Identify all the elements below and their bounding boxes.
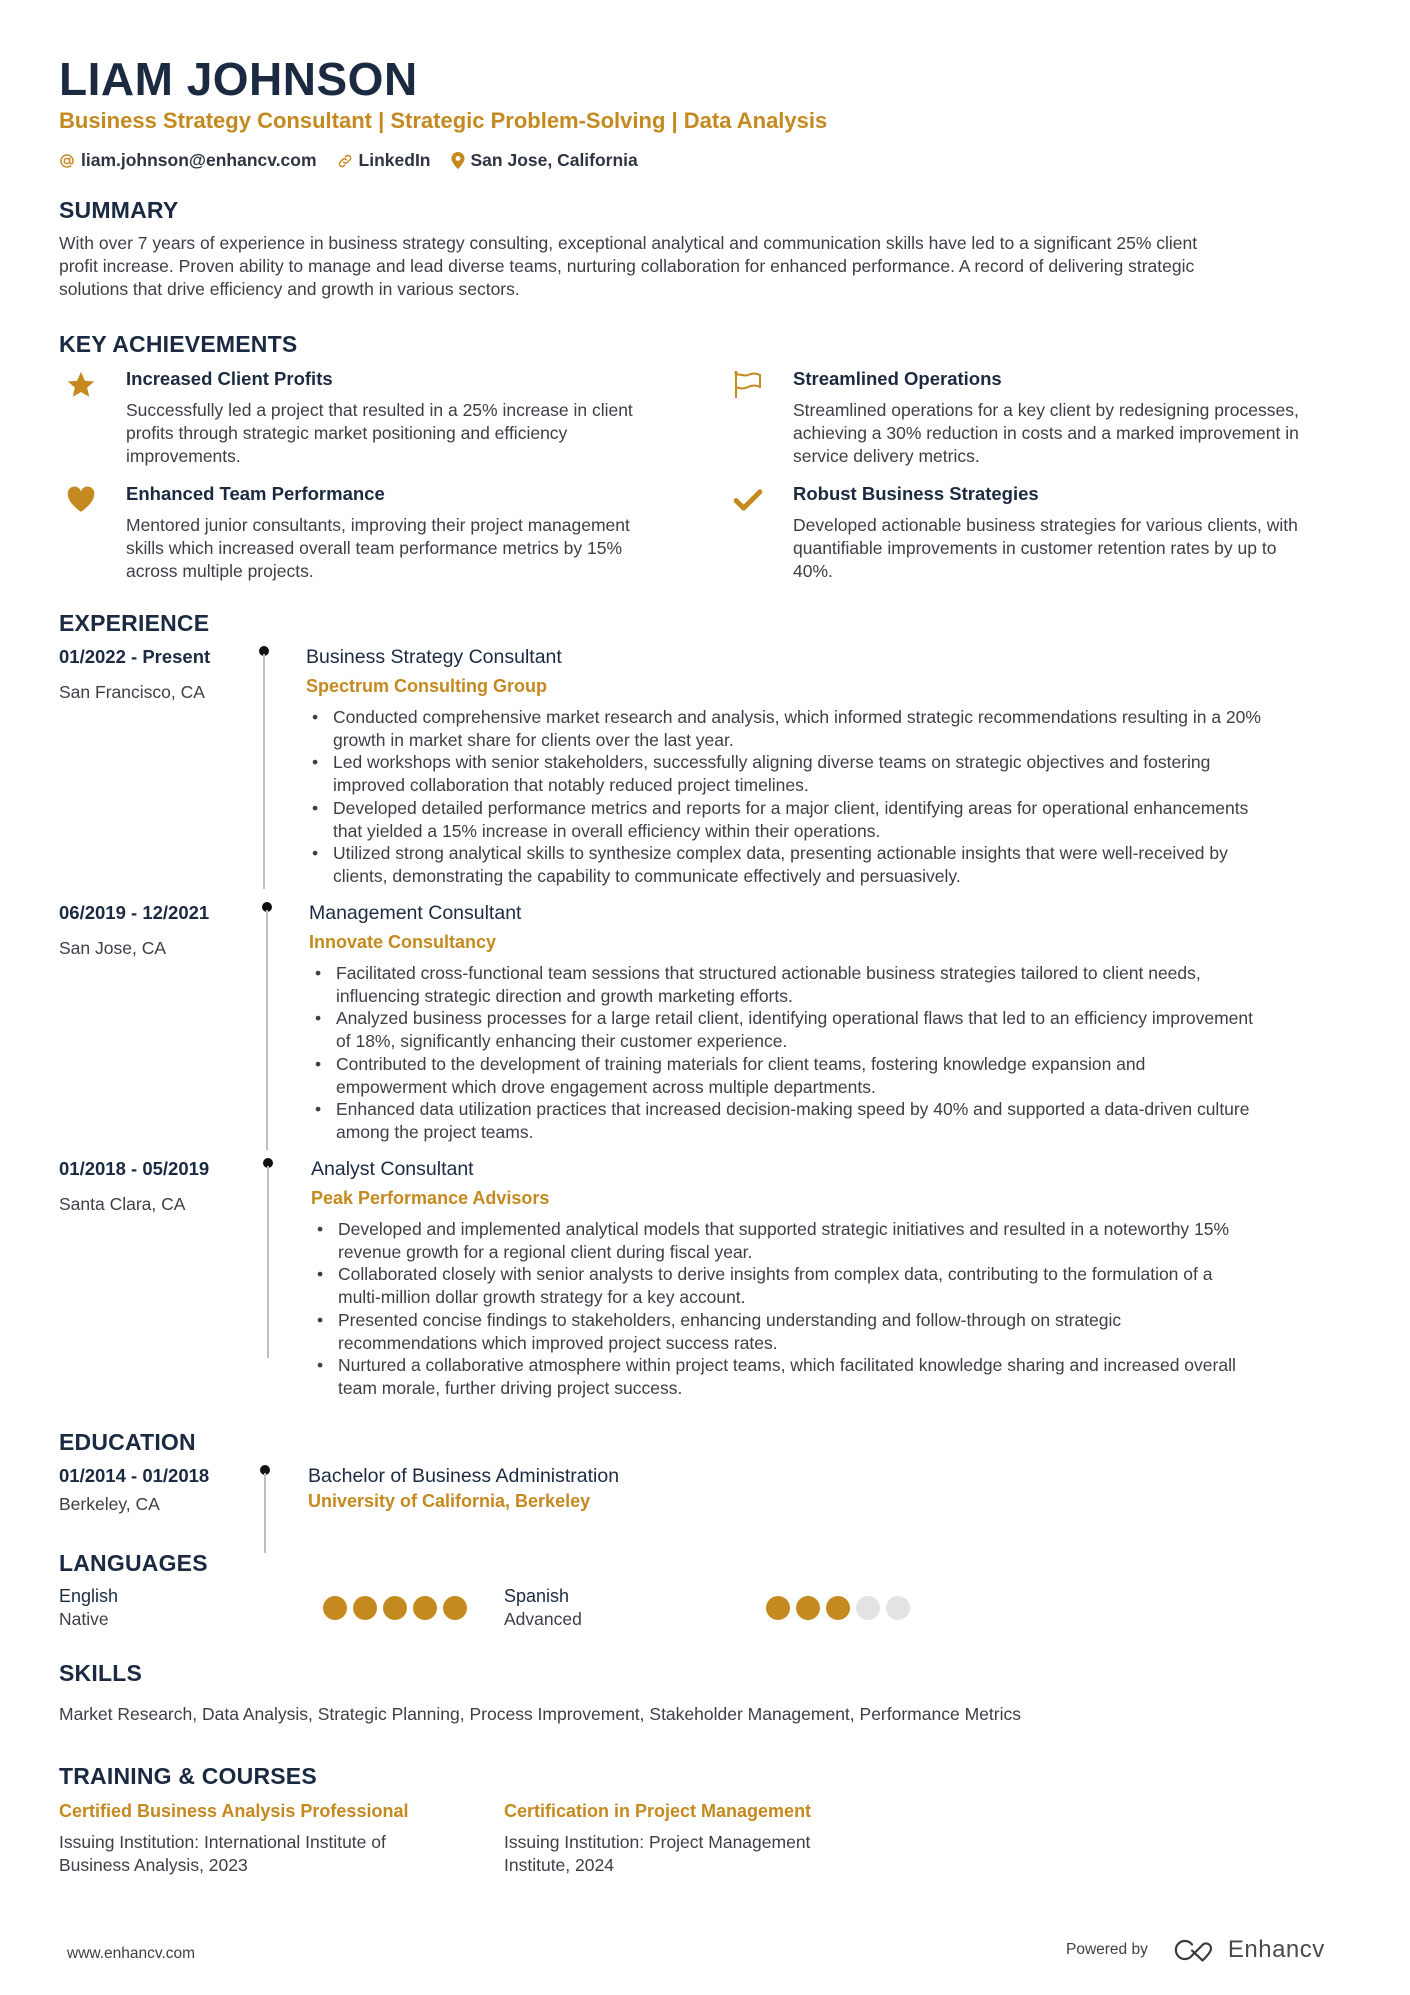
job-bullet: • Contributed to the development of training materials for client teams, fostering knowledge expansion and empowerment which drove engagement across multiple departments. <box>309 1053 1389 1098</box>
achievement-line: achieving a 30% reduction in costs and a marked improvement in <box>793 423 1299 443</box>
rating-dot-empty <box>886 1596 910 1620</box>
summary-text <box>59 232 1359 301</box>
job-bullet: • Collaborated closely with senior analysts to derive insights from complex data, contributing to the formulation of a multi-million dollar growth strategy for a key account. <box>311 1263 1391 1308</box>
language-rating <box>323 1596 467 1620</box>
degree-name: Bachelor of Business Administration <box>308 1465 620 1487</box>
rating-dot-filled <box>826 1596 850 1620</box>
contact-email-text[interactable]: liam.johnson@enhancv.com <box>81 150 317 170</box>
achievement-line: profits through strategic market positioning and efficiency <box>126 423 568 443</box>
achievement-line: quantifiable improvements in customer retention rates by up to <box>793 538 1277 558</box>
course-description <box>504 1831 904 1877</box>
job-dates: 06/2019 - 12/2021 <box>59 902 210 923</box>
course-line: Institute, 2024 <box>504 1855 614 1875</box>
job-bullets <box>311 1218 1391 1400</box>
company-name: Innovate Consultancy <box>309 932 497 952</box>
achievement-description <box>793 399 1373 468</box>
achievement-description <box>793 514 1373 583</box>
job-bullet: • Presented concise findings to stakeholders, enhancing understanding and follow-through on strategic recommendations which improved project success rates. <box>311 1309 1391 1354</box>
timeline-line <box>264 1473 266 1553</box>
job-location: San Jose, CA <box>59 938 166 958</box>
job-title: Business Strategy Consultant <box>306 646 562 668</box>
job-bullet: • Developed detailed performance metrics and reports for a major client, identifying areas for operational enhancements that yielded a 15% increase in overall efficiency within their operations. <box>306 797 1386 842</box>
job-bullets <box>309 962 1389 1144</box>
language-rating <box>766 1596 910 1620</box>
achievement-line: 40%. <box>793 561 833 581</box>
course-description <box>59 1831 459 1877</box>
star-icon <box>66 370 96 400</box>
summary-heading: SUMMARY <box>59 197 179 223</box>
course-line: Issuing Institution: International Institute of <box>59 1832 386 1852</box>
language-item <box>504 1585 582 1631</box>
experience-heading: EXPERIENCE <box>59 610 210 636</box>
achievement-title: Increased Client Profits <box>126 368 333 389</box>
link-icon <box>337 153 353 169</box>
language-name: English <box>59 1586 119 1606</box>
rating-dot-filled <box>323 1596 347 1620</box>
job-bullet: • Nurtured a collaborative atmosphere within project teams, which facilitated knowledge sharing and increased overall team morale, further driving project success. <box>311 1354 1391 1399</box>
achievement-line: Mentored junior consultants, improving their project management <box>126 515 630 535</box>
achievement-title: Enhanced Team Performance <box>126 483 385 504</box>
brand-name: Enhancv <box>1227 1936 1325 1963</box>
course-item <box>59 1799 459 1877</box>
contact-email[interactable] <box>59 150 317 171</box>
training-heading: TRAINING & COURSES <box>59 1763 317 1789</box>
contact-location <box>451 150 638 171</box>
summary-line: With over 7 years of experience in business strategy consulting, exceptional analytical and communication skills have led to a significant 25% client <box>59 233 1198 253</box>
languages-heading: LANGUAGES <box>59 1550 208 1576</box>
job-bullet: • Utilized strong analytical skills to synthesize complex data, presenting actionable insights that were well-received by clients, demonstrating the capability to communicate effectively and persuasively. <box>306 842 1386 887</box>
timeline-line <box>263 654 265 889</box>
job-bullet: • Analyzed business processes for a large retail client, identifying operational flaws that led to an efficiency improvement of 18%, significantly enhancing their customer experience. <box>309 1007 1389 1052</box>
contact-linkedin[interactable] <box>337 150 431 171</box>
timeline-line <box>266 910 268 1150</box>
candidate-headline: Business Strategy Consultant | Strategic Problem-Solving | Data Analysis <box>59 108 828 133</box>
job-title: Analyst Consultant <box>311 1158 474 1180</box>
footer-branding <box>1066 1936 1325 1964</box>
job-bullet: • Facilitated cross-functional team sessions that structured actionable business strategies tailored to client needs, influencing strategic direction and growth marketing efforts. <box>309 962 1389 1007</box>
achievement-title: Streamlined Operations <box>793 368 1002 389</box>
rating-dot-filled <box>353 1596 377 1620</box>
candidate-name: LIAM JOHNSON <box>59 53 418 105</box>
job-bullet: • Conducted comprehensive market research and analysis, which informed strategic recommendations resulting in a 20% growth in market share for clients over the last year. <box>306 706 1386 751</box>
at-icon <box>59 153 75 169</box>
rating-dot-filled <box>796 1596 820 1620</box>
job-title: Management Consultant <box>309 902 522 924</box>
summary-line: solutions that drive efficiency and growth in various sectors. <box>59 279 520 299</box>
rating-dot-filled <box>766 1596 790 1620</box>
rating-dot-filled <box>413 1596 437 1620</box>
job-dates: 01/2022 - Present <box>59 646 211 667</box>
achievement-line: across multiple projects. <box>126 561 314 581</box>
summary-line: profit increase. Proven ability to manage and lead diverse teams, nurturing collaboration for enhanced performance. A record of delivering strategic <box>59 256 1195 276</box>
job-bullets <box>306 706 1386 888</box>
powered-by-label: Powered by <box>1066 1941 1148 1958</box>
achievements-heading: KEY ACHIEVEMENTS <box>59 331 298 357</box>
achievement-line: improvements. <box>126 446 241 466</box>
job-dates: 01/2018 - 05/2019 <box>59 1158 210 1179</box>
rating-dot-filled <box>383 1596 407 1620</box>
achievement-line: Successfully led a project that resulted in a 25% increase in client <box>126 400 633 420</box>
contact-location-text: San Jose, California <box>470 150 638 170</box>
education-dates: 01/2014 - 01/2018 <box>59 1465 210 1486</box>
checkmark-icon <box>733 485 763 515</box>
achievement-description <box>126 514 706 583</box>
company-name: Peak Performance Advisors <box>311 1188 550 1208</box>
course-line: Issuing Institution: Project Management <box>504 1832 811 1852</box>
school-name: University of California, Berkeley <box>308 1491 591 1511</box>
course-item <box>504 1799 904 1877</box>
achievement-line: Developed actionable business strategies for various clients, with <box>793 515 1298 535</box>
achievement-title: Robust Business Strategies <box>793 483 1039 504</box>
achievement-line: Streamlined operations for a key client by redesigning processes, <box>793 400 1299 420</box>
language-level: Native <box>59 1609 109 1629</box>
company-name: Spectrum Consulting Group <box>306 676 547 696</box>
job-location: Santa Clara, CA <box>59 1194 186 1214</box>
rating-dot-empty <box>856 1596 880 1620</box>
location-pin-icon <box>451 152 465 169</box>
achievement-line: service delivery metrics. <box>793 446 980 466</box>
skills-heading: SKILLS <box>59 1660 142 1686</box>
footer-website-link[interactable]: www.enhancv.com <box>67 1945 196 1962</box>
education-heading: EDUCATION <box>59 1429 196 1455</box>
course-title: Certified Business Analysis Professional <box>59 1801 409 1821</box>
language-item <box>59 1585 118 1631</box>
job-location: San Francisco, CA <box>59 682 205 702</box>
flag-icon <box>733 370 763 400</box>
achievement-line: skills which increased overall team performance metrics by 15% <box>126 538 623 558</box>
education-location: Berkeley, CA <box>59 1494 160 1514</box>
timeline-line <box>267 1166 269 1358</box>
course-line: Business Analysis, 2023 <box>59 1855 248 1875</box>
contact-linkedin-text[interactable]: LinkedIn <box>358 150 431 170</box>
enhancv-logo-icon <box>1172 1937 1218 1963</box>
contact-bar <box>59 150 638 171</box>
rating-dot-filled <box>443 1596 467 1620</box>
course-title: Certification in Project Management <box>504 1801 812 1821</box>
job-bullet: • Developed and implemented analytical models that supported strategic initiatives and resulted in a noteworthy 15% revenue growth for a regional client during fiscal year. <box>311 1218 1391 1263</box>
skills-text: Market Research, Data Analysis, Strategic Planning, Process Improvement, Stakeholder Management, Performance Metrics <box>59 1704 1021 1724</box>
job-bullet: • Led workshops with senior stakeholders, successfully aligning diverse teams on strategic objectives and fostering improved collaboration that notably reduced project timelines. <box>306 751 1386 796</box>
job-bullet: • Enhanced data utilization practices that increased decision-making speed by 40% and supported a data-driven culture among the project teams. <box>309 1098 1389 1143</box>
language-name: Spanish <box>504 1586 570 1606</box>
achievement-description <box>126 399 706 468</box>
enhancv-logo[interactable] <box>1172 1936 1325 1964</box>
language-level: Advanced <box>504 1609 582 1629</box>
heart-icon <box>66 485 96 515</box>
